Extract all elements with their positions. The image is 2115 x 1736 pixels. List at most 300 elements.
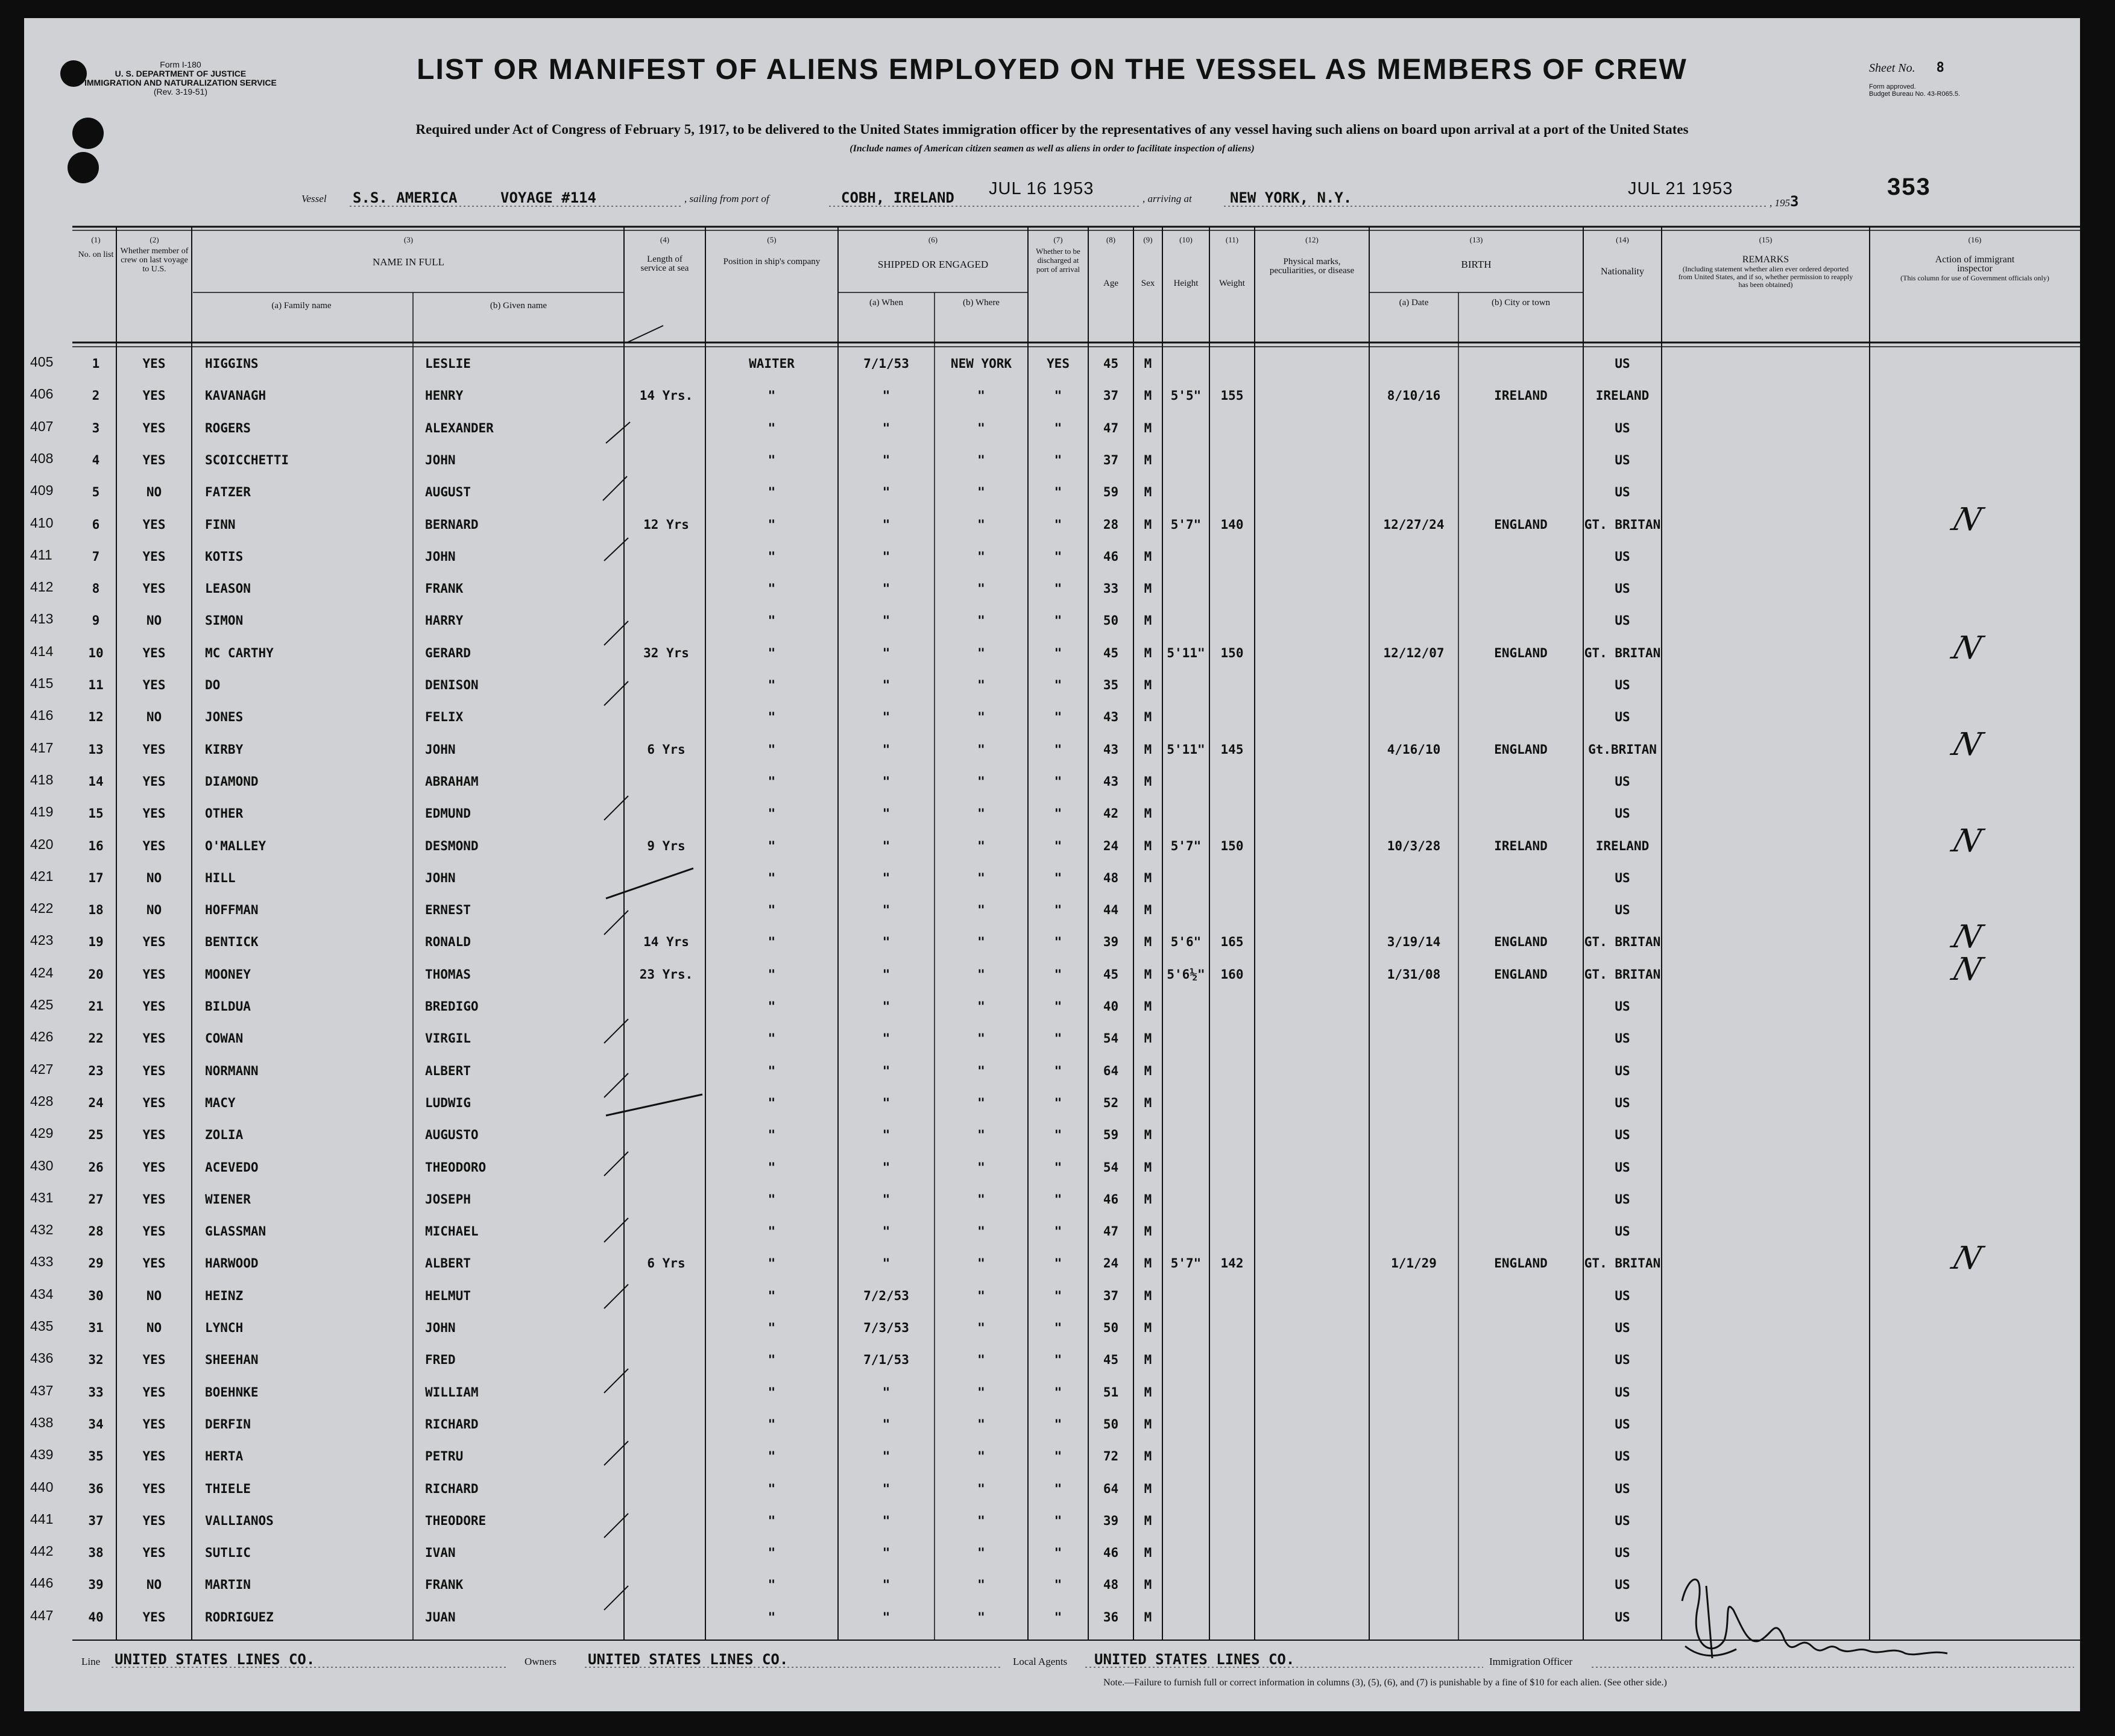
cell-family: KIRBY	[205, 742, 244, 757]
cell-disch: "	[1054, 935, 1062, 949]
cell-where: "	[977, 1385, 985, 1400]
cell-age: 64	[1103, 1064, 1119, 1078]
col-number: (12)	[1305, 235, 1319, 244]
margin-serial: 432	[30, 1222, 54, 1237]
cell-prev: YES	[142, 935, 166, 949]
cell-disch: "	[1054, 1128, 1062, 1142]
cell-prev: YES	[142, 581, 166, 596]
cell-sex: M	[1144, 999, 1152, 1014]
cell-sex: M	[1144, 742, 1152, 757]
cell-when: "	[882, 1128, 890, 1142]
cell-no: 16	[88, 839, 104, 853]
col13b-header: (b) City or town	[1491, 298, 1551, 308]
cell-disch: "	[1054, 1353, 1062, 1367]
cell-family: NORMANN	[205, 1064, 259, 1078]
cell-service: 32 Yrs	[643, 646, 689, 660]
cell-disch: "	[1054, 1513, 1062, 1528]
cell-prev: YES	[142, 356, 166, 371]
cell-height: 5'6½"	[1167, 967, 1205, 982]
margin-serial: 419	[30, 804, 54, 819]
cell-given: FRANK	[425, 581, 464, 596]
col-number: (1)	[91, 235, 101, 244]
col-number: (3)	[403, 235, 414, 244]
cell-disch: "	[1054, 1321, 1062, 1335]
cell-when: "	[882, 1385, 890, 1400]
cell-where: "	[977, 935, 985, 949]
cell-given: RICHARD	[425, 1482, 479, 1496]
cell-nat: US	[1615, 1192, 1630, 1207]
cell-no: 13	[88, 742, 104, 757]
cell-nat: US	[1615, 1321, 1630, 1335]
margin-serial: 425	[30, 997, 54, 1012]
cell-family: O'MALLEY	[205, 839, 266, 853]
cell-disch: "	[1054, 517, 1062, 532]
cell-sex: M	[1144, 806, 1152, 821]
margin-serial: 415	[30, 675, 54, 691]
col-number: (4)	[660, 235, 670, 244]
cell-disch: "	[1054, 1064, 1062, 1078]
cell-position: "	[768, 1482, 776, 1496]
sailing-date-stamp: JUL 16 1953	[989, 179, 1094, 198]
margin-serial: 417	[30, 740, 54, 756]
cell-where: "	[977, 388, 985, 403]
cell-given: ALBERT	[425, 1256, 471, 1270]
col-label: Whether to be discharged at port of arrival	[1036, 247, 1080, 274]
cell-height: 5'11"	[1167, 742, 1205, 757]
cell-nat: US	[1615, 1545, 1630, 1560]
cell-family: ROGERS	[205, 421, 251, 435]
cell-where: "	[977, 421, 985, 435]
cell-no: 20	[88, 967, 104, 982]
manifest-sheet	[24, 18, 2080, 1711]
cell-prev: YES	[142, 453, 166, 467]
cell-position: "	[768, 742, 776, 757]
cell-family: FINN	[205, 517, 236, 532]
cell-position: "	[768, 935, 776, 949]
cell-prev: YES	[142, 388, 166, 403]
cell-family: BENTICK	[205, 935, 259, 949]
cell-weight: 165	[1220, 935, 1244, 949]
cell-age: 50	[1103, 1417, 1119, 1431]
cell-service: 6 Yrs	[647, 1256, 686, 1270]
cell-prev: YES	[142, 1385, 166, 1400]
margin-serial: 428	[30, 1093, 54, 1109]
cell-where: "	[977, 581, 985, 596]
cell-age: 24	[1103, 839, 1119, 853]
form-id-line: (Rev. 3-19-51)	[153, 87, 208, 96]
cell-where: "	[977, 774, 985, 789]
cell-position: "	[768, 1417, 776, 1431]
cell-service: 9 Yrs	[647, 839, 686, 853]
cell-position: "	[768, 646, 776, 660]
cell-no: 26	[88, 1160, 104, 1175]
cell-nat: US	[1615, 871, 1630, 885]
cell-prev: NO	[146, 871, 162, 885]
cell-position: "	[768, 839, 776, 853]
cell-age: 48	[1103, 1577, 1119, 1592]
cell-prev: YES	[142, 678, 166, 692]
cell-bdate: 12/12/07	[1383, 646, 1445, 660]
cell-prev: YES	[142, 806, 166, 821]
line-value: UNITED STATES LINES CO.	[115, 1651, 315, 1668]
margin-serial: 435	[30, 1318, 54, 1334]
cell-nat: US	[1615, 1064, 1630, 1078]
cell-family: HARWOOD	[205, 1256, 259, 1270]
cell-age: 45	[1103, 646, 1119, 660]
cell-sex: M	[1144, 839, 1152, 853]
cell-disch: "	[1054, 1482, 1062, 1496]
cell-disch: "	[1054, 1417, 1062, 1431]
cell-where: "	[977, 1192, 985, 1207]
cell-given: DESMOND	[425, 839, 479, 853]
cell-bdate: 10/3/28	[1387, 839, 1441, 853]
cell-when: "	[882, 1064, 890, 1078]
cell-nat: GT. BRITAN	[1584, 1256, 1661, 1270]
requirement-statement: Required under Act of Congress of February 5, 1917, to be delivered to the United States immigration officer by the representatives of any vessel having such aliens on board upon arrival at a port of the United States	[415, 122, 1689, 137]
cell-position: "	[768, 1096, 776, 1110]
cell-prev: YES	[142, 1610, 166, 1624]
cell-no: 18	[88, 903, 104, 917]
cell-sex: M	[1144, 485, 1152, 499]
cell-weight: 160	[1220, 967, 1244, 982]
cell-age: 52	[1103, 1096, 1119, 1110]
cell-disch: "	[1054, 1224, 1062, 1239]
cell-when: "	[882, 1482, 890, 1496]
col-sublabel: (This column for use of Government officials only)	[1900, 274, 2049, 282]
cell-disch: "	[1054, 774, 1062, 789]
cell-given: LUDWIG	[425, 1096, 471, 1110]
cell-family: OTHER	[205, 806, 244, 821]
cell-sex: M	[1144, 613, 1152, 628]
col-label: Position in ship's company	[723, 257, 821, 267]
cell-prev: YES	[142, 999, 166, 1014]
cell-where: "	[977, 1256, 985, 1270]
cell-age: 39	[1103, 935, 1119, 949]
margin-serial: 426	[30, 1029, 54, 1044]
col-number: (9)	[1143, 235, 1153, 244]
cell-where: "	[977, 453, 985, 467]
cell-position: "	[768, 1128, 776, 1142]
cell-given: JOHN	[425, 549, 456, 564]
cell-disch: "	[1054, 421, 1062, 435]
cell-family: WIENER	[205, 1192, 251, 1207]
cell-given: AUGUST	[425, 485, 471, 499]
cell-nat: US	[1615, 1128, 1630, 1142]
col-label: Whether member of crew on last voyage to U.S.	[120, 247, 189, 274]
cell-age: 44	[1103, 903, 1119, 917]
col-label: Physical marks, peculiarities, or disease	[1269, 257, 1355, 276]
margin-serial: 430	[30, 1158, 54, 1173]
cell-age: 64	[1103, 1482, 1119, 1496]
cell-position: "	[768, 388, 776, 403]
cell-disch: "	[1054, 485, 1062, 499]
arrival-date-stamp: JUL 21 1953	[1628, 179, 1733, 198]
cell-sex: M	[1144, 1096, 1152, 1110]
cell-no: 34	[88, 1417, 104, 1431]
cell-prev: YES	[142, 1064, 166, 1078]
cell-position: "	[768, 1192, 776, 1207]
cell-prev: YES	[142, 1449, 166, 1463]
cell-position: "	[768, 453, 776, 467]
cell-family: COWAN	[205, 1031, 244, 1046]
cell-disch: "	[1054, 1289, 1062, 1303]
cell-age: 36	[1103, 1610, 1119, 1624]
page-title: LIST OR MANIFEST OF ALIENS EMPLOYED ON THE VESSEL AS MEMBERS OF CREW	[417, 54, 1688, 86]
inspector-check-mark: N	[1947, 502, 1987, 538]
inspector-check-mark: N	[1947, 919, 1987, 955]
margin-serial: 408	[30, 450, 54, 466]
cell-bdate: 3/19/14	[1387, 935, 1441, 949]
col-label: Nationality	[1601, 267, 1644, 277]
include-note: (Include names of American citizen seamen as well as aliens in order to facilitate inspection of aliens)	[849, 144, 1255, 154]
cell-bdate: 1/1/29	[1391, 1256, 1437, 1270]
cell-sex: M	[1144, 1160, 1152, 1175]
cell-family: HIGGINS	[205, 356, 259, 371]
cell-family: VALLIANOS	[205, 1513, 274, 1528]
cell-when: "	[882, 774, 890, 789]
cell-given: RICHARD	[425, 1417, 479, 1431]
margin-serial: 416	[30, 707, 54, 723]
cell-given: HELMUT	[425, 1289, 471, 1303]
cell-when: 7/1/53	[863, 1353, 909, 1367]
cell-prev: NO	[146, 903, 162, 917]
cell-family: MOONEY	[205, 967, 251, 982]
cell-no: 6	[92, 517, 100, 532]
cell-family: GLASSMAN	[205, 1224, 266, 1239]
cell-sex: M	[1144, 774, 1152, 789]
cell-prev: YES	[142, 1192, 166, 1207]
cell-when: "	[882, 485, 890, 499]
cell-where: "	[977, 1482, 985, 1496]
cell-prev: YES	[142, 1128, 166, 1142]
cell-family: SIMON	[205, 613, 244, 628]
cell-sex: M	[1144, 903, 1152, 917]
cell-sex: M	[1144, 388, 1152, 403]
cell-when: "	[882, 1256, 890, 1270]
cell-when: "	[882, 710, 890, 724]
cell-position: "	[768, 485, 776, 499]
cell-nat: US	[1615, 1482, 1630, 1496]
cell-family: SHEEHAN	[205, 1353, 259, 1367]
cell-no: 24	[88, 1096, 104, 1110]
cell-given: JOHN	[425, 871, 456, 885]
cell-disch: "	[1054, 1577, 1062, 1592]
cell-service: 6 Yrs	[647, 742, 686, 757]
cell-sex: M	[1144, 453, 1152, 467]
cell-given: THEODORO	[425, 1160, 487, 1175]
cell-nat: US	[1615, 1513, 1630, 1528]
cell-position: "	[768, 1353, 776, 1367]
cell-disch: "	[1054, 453, 1062, 467]
margin-serial: 407	[30, 418, 54, 434]
cell-nat: US	[1615, 485, 1630, 499]
cell-service: 14 Yrs	[643, 935, 689, 949]
cell-when: "	[882, 742, 890, 757]
cell-sex: M	[1144, 1482, 1152, 1496]
cell-when: "	[882, 1031, 890, 1046]
cell-nat: US	[1615, 1449, 1630, 1463]
cell-nat: Gt.BRITAN	[1588, 742, 1657, 757]
cell-age: 43	[1103, 774, 1119, 789]
cell-sex: M	[1144, 581, 1152, 596]
cell-where: "	[977, 806, 985, 821]
cell-family: JONES	[205, 710, 244, 724]
cell-height: 5'5"	[1170, 388, 1202, 403]
cell-age: 50	[1103, 1321, 1119, 1335]
cell-disch: "	[1054, 1545, 1062, 1560]
cell-age: 54	[1103, 1160, 1119, 1175]
cell-no: 11	[88, 678, 104, 692]
cell-sex: M	[1144, 421, 1152, 435]
cell-position: "	[768, 1449, 776, 1463]
owners-value: UNITED STATES LINES CO.	[588, 1651, 789, 1668]
cell-no: 28	[88, 1224, 104, 1239]
col-number: (15)	[1759, 235, 1773, 244]
cell-where: "	[977, 1289, 985, 1303]
cell-nat: GT. BRITAN	[1584, 517, 1661, 532]
cell-where: "	[977, 999, 985, 1014]
cell-prev: NO	[146, 485, 162, 499]
inspector-check-mark: N	[1947, 630, 1987, 666]
footer-note: Note.—Failure to furnish full or correct information in columns (3), (5), (6), and (7) is punishable by a fine of $10 for each alien. (See other side.)	[1103, 1678, 1667, 1688]
immigration-officer-signature	[24, 18, 2080, 1711]
cell-position: "	[768, 1577, 776, 1592]
cell-height: 5'7"	[1170, 1256, 1202, 1270]
cell-position: "	[768, 1385, 776, 1400]
cell-family: LEASON	[205, 581, 251, 596]
cell-prev: NO	[146, 1321, 162, 1335]
margin-serial: 414	[30, 643, 54, 659]
cell-disch: "	[1054, 646, 1062, 660]
cell-given: THOMAS	[425, 967, 471, 982]
col-number: (6)	[928, 235, 938, 244]
cell-where: "	[977, 1513, 985, 1528]
cell-no: 39	[88, 1577, 104, 1592]
cell-where: "	[977, 742, 985, 757]
approval-line: Form approved.	[1869, 83, 1916, 90]
cell-given: VIRGIL	[425, 1031, 471, 1046]
inspector-check-mark: N	[1947, 1240, 1987, 1277]
cell-age: 59	[1103, 485, 1119, 499]
cell-weight: 150	[1220, 646, 1244, 660]
cell-nat: US	[1615, 1353, 1630, 1367]
cell-prev: YES	[142, 774, 166, 789]
vessel-name: S.S. AMERICA	[353, 189, 458, 206]
margin-serial: 421	[30, 868, 54, 884]
cell-sex: M	[1144, 1128, 1152, 1142]
cell-weight: 142	[1220, 1256, 1244, 1270]
cell-height: 5'7"	[1170, 839, 1202, 853]
cell-no: 17	[88, 871, 104, 885]
cell-prev: YES	[142, 517, 166, 532]
cell-prev: YES	[142, 839, 166, 853]
cell-sex: M	[1144, 1449, 1152, 1463]
cell-given: THEODORE	[425, 1513, 487, 1528]
col-label: NAME IN FULL	[373, 256, 444, 268]
cell-prev: YES	[142, 421, 166, 435]
cell-when: "	[882, 1513, 890, 1528]
cell-no: 3	[92, 421, 100, 435]
cell-no: 37	[88, 1513, 104, 1528]
cell-nat: IRELAND	[1595, 839, 1650, 853]
cell-family: MACY	[205, 1096, 236, 1110]
cell-sex: M	[1144, 1031, 1152, 1046]
cell-nat: US	[1615, 806, 1630, 821]
cell-when: "	[882, 1449, 890, 1463]
margin-serial: 442	[30, 1543, 54, 1559]
cell-nat: US	[1615, 903, 1630, 917]
cell-position: "	[768, 774, 776, 789]
cell-position: "	[768, 1031, 776, 1046]
cell-where: "	[977, 517, 985, 532]
cell-nat: IRELAND	[1595, 388, 1650, 403]
margin-serial: 405	[30, 354, 54, 370]
col-label: Weight	[1219, 279, 1245, 288]
cell-age: 43	[1103, 710, 1119, 724]
cell-height: 5'7"	[1170, 517, 1202, 532]
sheet-number: 8	[1936, 60, 1944, 75]
cell-sex: M	[1144, 1321, 1152, 1335]
cell-weight: 155	[1220, 388, 1244, 403]
cell-given: JOHN	[425, 1321, 456, 1335]
cell-given: AUGUSTO	[425, 1128, 479, 1142]
cell-nat: US	[1615, 581, 1630, 596]
margin-serial: 423	[30, 932, 54, 948]
cell-where: "	[977, 1064, 985, 1078]
margin-serial: 406	[30, 386, 54, 402]
cell-position: "	[768, 678, 776, 692]
cell-nat: US	[1615, 1096, 1630, 1110]
cell-sex: M	[1144, 1385, 1152, 1400]
cell-when: "	[882, 678, 890, 692]
cell-where: "	[977, 903, 985, 917]
cell-where: "	[977, 1545, 985, 1560]
cell-no: 8	[92, 581, 100, 596]
cell-nat: US	[1615, 999, 1630, 1014]
cell-where: "	[977, 967, 985, 982]
cell-where: "	[977, 1417, 985, 1431]
cell-family: BILDUA	[205, 999, 251, 1014]
cell-prev: YES	[142, 1545, 166, 1560]
cell-family: MC CARTHY	[205, 646, 274, 660]
cell-position: "	[768, 903, 776, 917]
cell-age: 33	[1103, 581, 1119, 596]
cell-bcity: ENGLAND	[1494, 742, 1548, 757]
cell-where: "	[977, 1096, 985, 1110]
margin-serial: 440	[30, 1479, 54, 1495]
cell-family: KAVANAGH	[205, 388, 266, 403]
cell-bcity: ENGLAND	[1494, 646, 1548, 660]
cell-bcity: IRELAND	[1494, 839, 1548, 853]
cell-family: HILL	[205, 871, 236, 885]
page-number-stamp: 353	[1887, 174, 1931, 200]
cell-given: MICHAEL	[425, 1224, 479, 1239]
cell-position: "	[768, 1224, 776, 1239]
cell-disch: "	[1054, 1096, 1062, 1110]
cell-disch: "	[1054, 999, 1062, 1014]
cell-nat: US	[1615, 1224, 1630, 1239]
cell-prev: NO	[146, 710, 162, 724]
margin-serial: 410	[30, 515, 54, 531]
cell-where: "	[977, 1224, 985, 1239]
inspector-check-mark: N	[1947, 727, 1987, 763]
cell-weight: 140	[1220, 517, 1244, 532]
cell-prev: YES	[142, 1417, 166, 1431]
cell-where: "	[977, 485, 985, 499]
col-label: Length of service at sea	[640, 254, 689, 273]
cell-family: THIELE	[205, 1482, 251, 1496]
cell-given: PETRU	[425, 1449, 464, 1463]
